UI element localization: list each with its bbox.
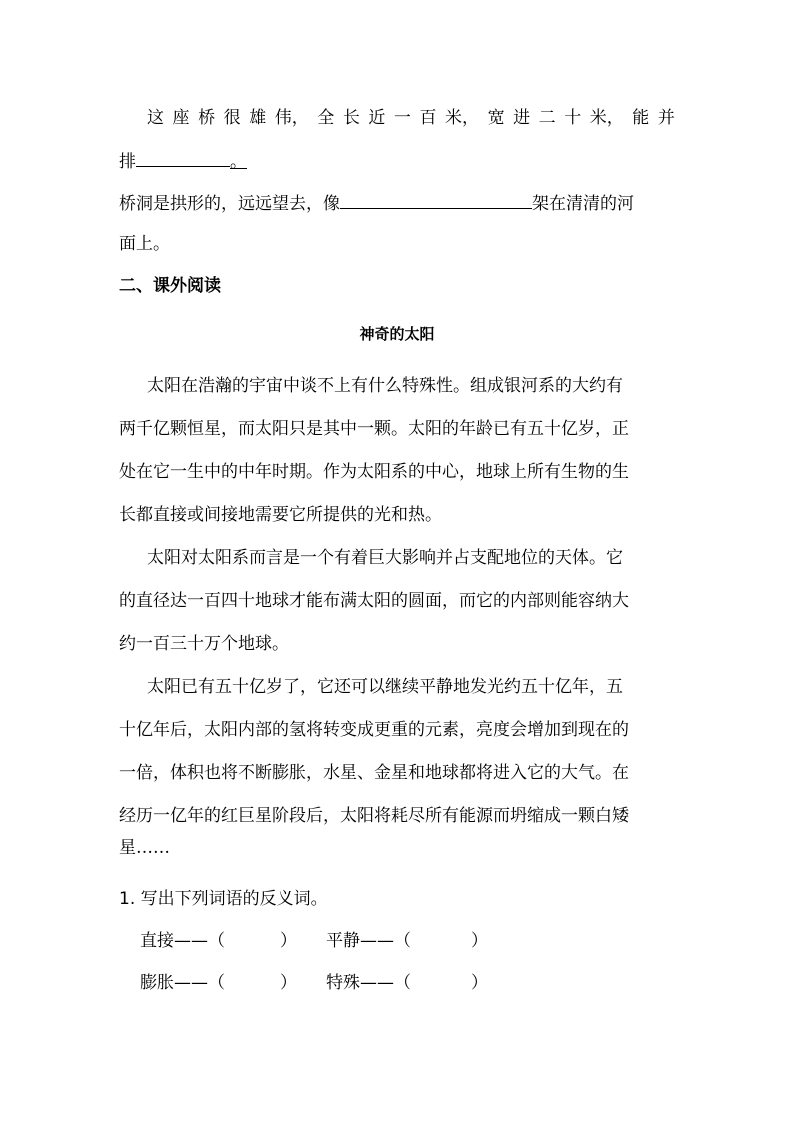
- antonym-word: 膨胀——（: [140, 973, 225, 993]
- paren-close: ）: [280, 973, 297, 993]
- char: 十: [564, 108, 582, 128]
- char: 百: [419, 108, 437, 128]
- antonym-item: [326, 928, 488, 953]
- fill-line-1: [119, 106, 675, 130]
- antonym-word: 直接——（: [140, 931, 225, 951]
- char: 雄: [249, 108, 267, 128]
- question-prompt: 1. 写出下列词语的反义词。: [119, 889, 328, 909]
- paren-close: ）: [280, 931, 297, 951]
- section-heading: 二、课外阅读: [119, 276, 221, 296]
- char: 伟，: [274, 108, 309, 128]
- char: 一: [393, 108, 411, 128]
- article-line: 的直径达一百四十地球才能布满太阳的圆面，而它的内部则能容纳大: [119, 591, 629, 611]
- text: 桥洞是拱形的，远远望去，像: [119, 194, 340, 214]
- article-line: 太阳对太阳系而言是一个有着巨大影响并占支配地位的天体。它: [147, 548, 623, 568]
- char: 桥: [198, 108, 216, 128]
- fill-line-2: [119, 148, 247, 174]
- char: 米，: [589, 108, 624, 128]
- char: 近: [368, 108, 386, 128]
- paren-close: ）: [471, 931, 488, 951]
- antonym-word: 特殊——（: [326, 973, 411, 993]
- paren-close: ）: [471, 973, 488, 993]
- char: 宽: [487, 108, 505, 128]
- answer-blank[interactable]: [225, 970, 280, 988]
- fill-line-4: 面上。: [119, 234, 170, 254]
- article-line: 两千亿颗恒星，而太阳只是其中一颗。太阳的年龄已有五十亿岁，正: [119, 419, 629, 439]
- article-line: 长都直接或间接地需要它所提供的光和热。: [119, 505, 442, 525]
- article-line: 太阳已有五十亿岁了，它还可以继续平静地发光约五十亿年，五: [147, 677, 623, 697]
- antonym-word: 平静——（: [326, 931, 411, 951]
- article-line: 约一百三十万个地球。: [119, 634, 289, 654]
- answer-blank[interactable]: [136, 148, 230, 167]
- char: 能: [632, 108, 650, 128]
- article-title: 神奇的太阳: [359, 325, 435, 343]
- char: 很: [223, 108, 241, 128]
- article-line: 经历一亿年的红巨星阶段后，太阳将耗尽所有能源而坍缩成一颗白矮: [119, 806, 629, 826]
- fill-line-3: [119, 190, 634, 216]
- text: 架在清清的河: [532, 194, 634, 214]
- answer-blank[interactable]: [340, 190, 532, 209]
- char: 长: [342, 108, 360, 128]
- answer-blank[interactable]: [411, 970, 471, 988]
- article-line: 星……: [119, 838, 170, 858]
- char: 并: [657, 108, 675, 128]
- article-line: 一倍，体积也将不断膨胀，水星、金星和地球都将进入它的大气。在: [119, 763, 629, 783]
- answer-blank[interactable]: [411, 928, 471, 946]
- char: 这: [147, 108, 164, 128]
- antonym-item: [140, 928, 297, 953]
- article-line: 处在它一生中的中年时期。作为太阳系的中心，地球上所有生物的生: [119, 462, 629, 482]
- article-line: 十亿年后，太阳内部的氢将转变成更重的元素，亮度会增加到现在的: [119, 720, 629, 740]
- antonym-item: [326, 970, 488, 995]
- answer-blank[interactable]: [225, 928, 280, 946]
- char: 进: [513, 108, 531, 128]
- char: 二: [538, 108, 556, 128]
- char: 座: [172, 108, 190, 128]
- antonym-item: [140, 970, 297, 995]
- text: 。: [230, 152, 247, 172]
- text: 排: [119, 152, 136, 172]
- char: 米，: [445, 108, 480, 128]
- char: 全: [317, 108, 335, 128]
- article-line: 太阳在浩瀚的宇宙中谈不上有什么特殊性。组成银河系的大约有: [147, 376, 623, 396]
